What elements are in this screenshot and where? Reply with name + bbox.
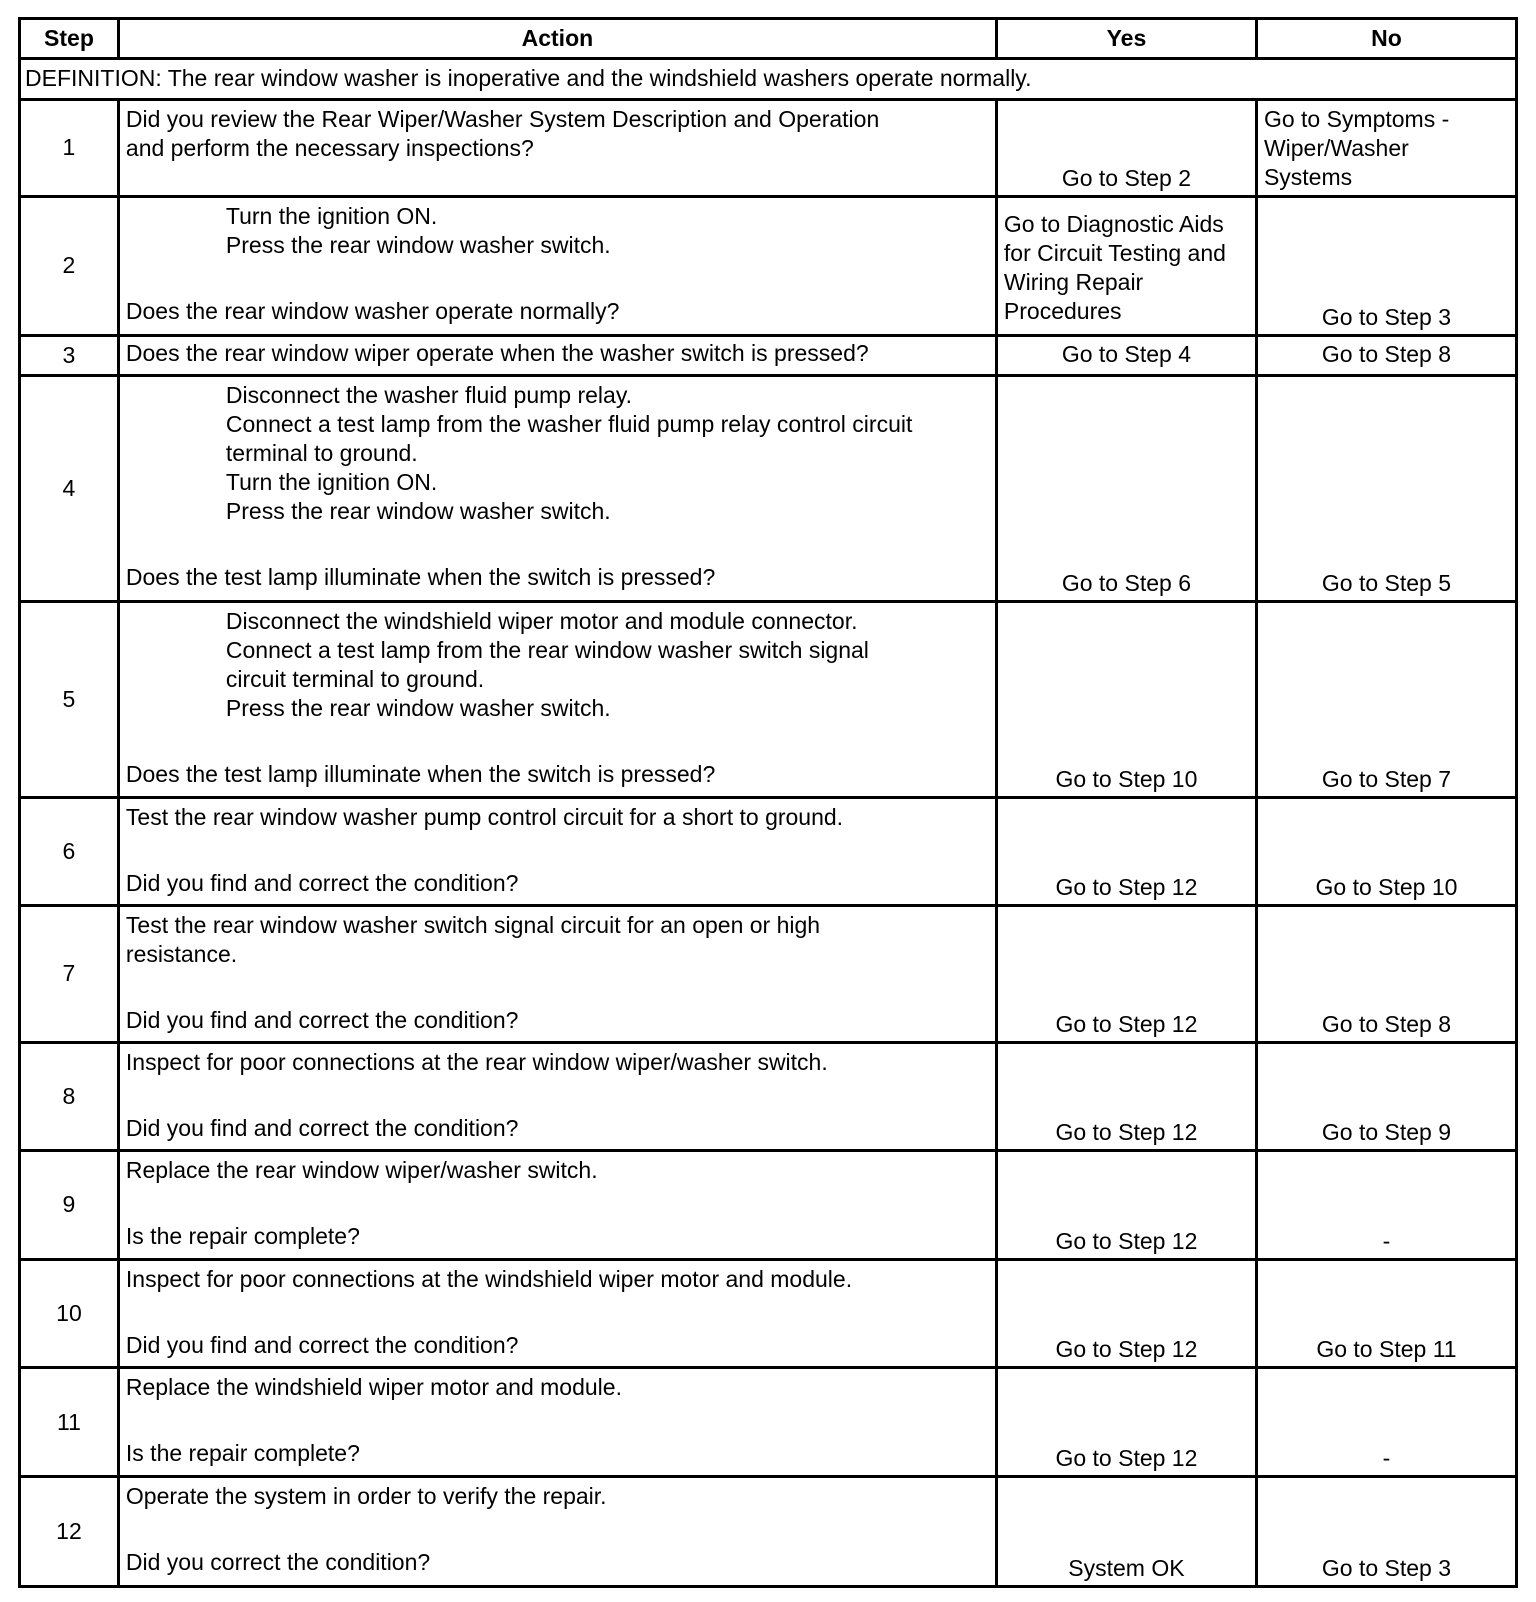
table-row: [20, 905, 1517, 1042]
action-cell: [118, 197, 996, 335]
action-line: Test the rear window washer switch signal circuit for an open or high: [125, 911, 821, 938]
yes-cell: Go to Step 12: [996, 1259, 1256, 1368]
no-cell: -: [1256, 1368, 1516, 1477]
action-question: Did you find and correct the condition?: [125, 1331, 519, 1358]
table-row: [20, 99, 1517, 197]
diagnostic-table: [18, 17, 1518, 1588]
step-number: 8: [20, 1043, 119, 1151]
header-action: Action: [118, 19, 996, 59]
no-cell: Go to Step 7: [1256, 601, 1516, 797]
yes-cell: [996, 197, 1256, 335]
action-cell: [118, 798, 996, 906]
action-question: Does the rear window washer operate normally?: [125, 298, 620, 325]
action-line: and perform the necessary inspections?: [125, 134, 534, 161]
yes-cell: Go to Step 12: [996, 1368, 1256, 1477]
yes-cell: Go to Step 2: [996, 99, 1256, 197]
yes-line: Wiring Repair: [1003, 269, 1144, 296]
step-number: 2: [20, 197, 119, 335]
no-cell: [1256, 99, 1516, 197]
action-cell: [118, 1043, 996, 1151]
action-question: Did you find and correct the condition?: [125, 1006, 519, 1033]
table-row: [20, 1368, 1517, 1477]
action-line: Replace the windshield wiper motor and module.: [125, 1374, 622, 1401]
yes-line: Procedures: [1003, 298, 1122, 325]
table-row: [20, 1477, 1517, 1587]
step-number: 6: [20, 798, 119, 906]
header-step: Step: [20, 19, 119, 59]
action-line: resistance.: [125, 940, 238, 967]
step-number: 1: [20, 99, 119, 197]
step-number: 3: [20, 335, 119, 376]
action-question: Did you correct the condition?: [125, 1549, 431, 1576]
substep-line: terminal to ground.: [225, 440, 418, 467]
action-question: Does the test lamp illuminate when the switch is pressed?: [125, 760, 716, 787]
no-cell: -: [1256, 1150, 1516, 1259]
substep-line: Disconnect the windshield wiper motor and module connector.: [225, 607, 858, 634]
no-cell: Go to Step 5: [1256, 376, 1516, 602]
action-cell: [118, 601, 996, 797]
action-question: Is the repair complete?: [125, 1440, 360, 1467]
no-cell: Go to Step 3: [1256, 1477, 1516, 1587]
yes-cell: Go to Step 4: [996, 335, 1256, 376]
yes-cell: System OK: [996, 1477, 1256, 1587]
no-cell: Go to Step 10: [1256, 798, 1516, 906]
no-cell: Go to Step 8: [1256, 335, 1516, 376]
table-row: [20, 197, 1517, 335]
substep-line: Press the rear window washer switch.: [225, 498, 611, 525]
action-cell: [118, 1477, 996, 1587]
action-line: Replace the rear window wiper/washer switch.: [125, 1156, 598, 1183]
definition-row: [20, 59, 1517, 100]
action-cell: [118, 99, 996, 197]
table-row: [20, 376, 1517, 602]
step-number: 10: [20, 1259, 119, 1368]
action-cell: [118, 1150, 996, 1259]
action-question: Did you find and correct the condition?: [125, 1115, 519, 1142]
yes-line: Go to Diagnostic Aids: [1003, 211, 1224, 238]
definition-text: DEFINITION: The rear window washer is inoperative and the windshield washers operate normally.: [20, 59, 1517, 100]
action-question: Did you find and correct the condition?: [125, 870, 519, 897]
no-cell: Go to Step 3: [1256, 197, 1516, 335]
step-number: 12: [20, 1477, 119, 1587]
action-question: Is the repair complete?: [125, 1222, 360, 1249]
no-line: Go to Symptoms -: [1263, 105, 1450, 132]
action-question: Does the test lamp illuminate when the switch is pressed?: [125, 564, 716, 591]
action-cell: [118, 1368, 996, 1477]
step-number: 7: [20, 905, 119, 1042]
action-line: Did you review the Rear Wiper/Washer System Description and Operation: [125, 105, 880, 132]
substep-line: Turn the ignition ON.: [225, 469, 438, 496]
action-line: Test the rear window washer pump control circuit for a short to ground.: [125, 804, 844, 831]
no-cell: Go to Step 8: [1256, 905, 1516, 1042]
substep-line: Connect a test lamp from the washer fluid pump relay control circuit: [225, 411, 913, 438]
substep-line: Disconnect the washer fluid pump relay.: [225, 382, 633, 409]
action-cell: [118, 1259, 996, 1368]
table-row: [20, 1043, 1517, 1151]
yes-cell: Go to Step 10: [996, 601, 1256, 797]
table-row: [20, 1259, 1517, 1368]
substep-line: Turn the ignition ON.: [225, 203, 438, 230]
action-question: Does the rear window wiper operate when the washer switch is pressed?: [118, 335, 996, 376]
yes-cell: Go to Step 12: [996, 1043, 1256, 1151]
header-no: No: [1256, 19, 1516, 59]
action-cell: [118, 376, 996, 602]
table-row: [20, 798, 1517, 906]
action-line: Operate the system in order to verify the repair.: [125, 1483, 607, 1510]
yes-line: for Circuit Testing and: [1003, 240, 1226, 267]
step-number: 4: [20, 376, 119, 602]
step-number: 9: [20, 1150, 119, 1259]
header-row: [20, 19, 1517, 59]
no-line: Systems: [1263, 163, 1353, 190]
header-yes: Yes: [996, 19, 1256, 59]
action-line: Inspect for poor connections at the rear window wiper/washer switch.: [125, 1049, 828, 1076]
yes-cell: Go to Step 6: [996, 376, 1256, 602]
no-cell: Go to Step 9: [1256, 1043, 1516, 1151]
table-row: [20, 335, 1517, 376]
substep-line: Press the rear window washer switch.: [225, 694, 611, 721]
action-cell: [118, 905, 996, 1042]
substep-line: Press the rear window washer switch.: [225, 232, 611, 259]
substep-line: Connect a test lamp from the rear window washer switch signal: [225, 636, 869, 663]
no-cell: Go to Step 11: [1256, 1259, 1516, 1368]
step-number: 11: [20, 1368, 119, 1477]
no-line: Wiper/Washer: [1263, 134, 1409, 161]
table-row: [20, 1150, 1517, 1259]
yes-cell: Go to Step 12: [996, 798, 1256, 906]
substep-line: circuit terminal to ground.: [225, 665, 485, 692]
table-row: [20, 601, 1517, 797]
step-number: 5: [20, 601, 119, 797]
yes-cell: Go to Step 12: [996, 1150, 1256, 1259]
action-line: Inspect for poor connections at the windshield wiper motor and module.: [125, 1265, 853, 1292]
yes-cell: Go to Step 12: [996, 905, 1256, 1042]
